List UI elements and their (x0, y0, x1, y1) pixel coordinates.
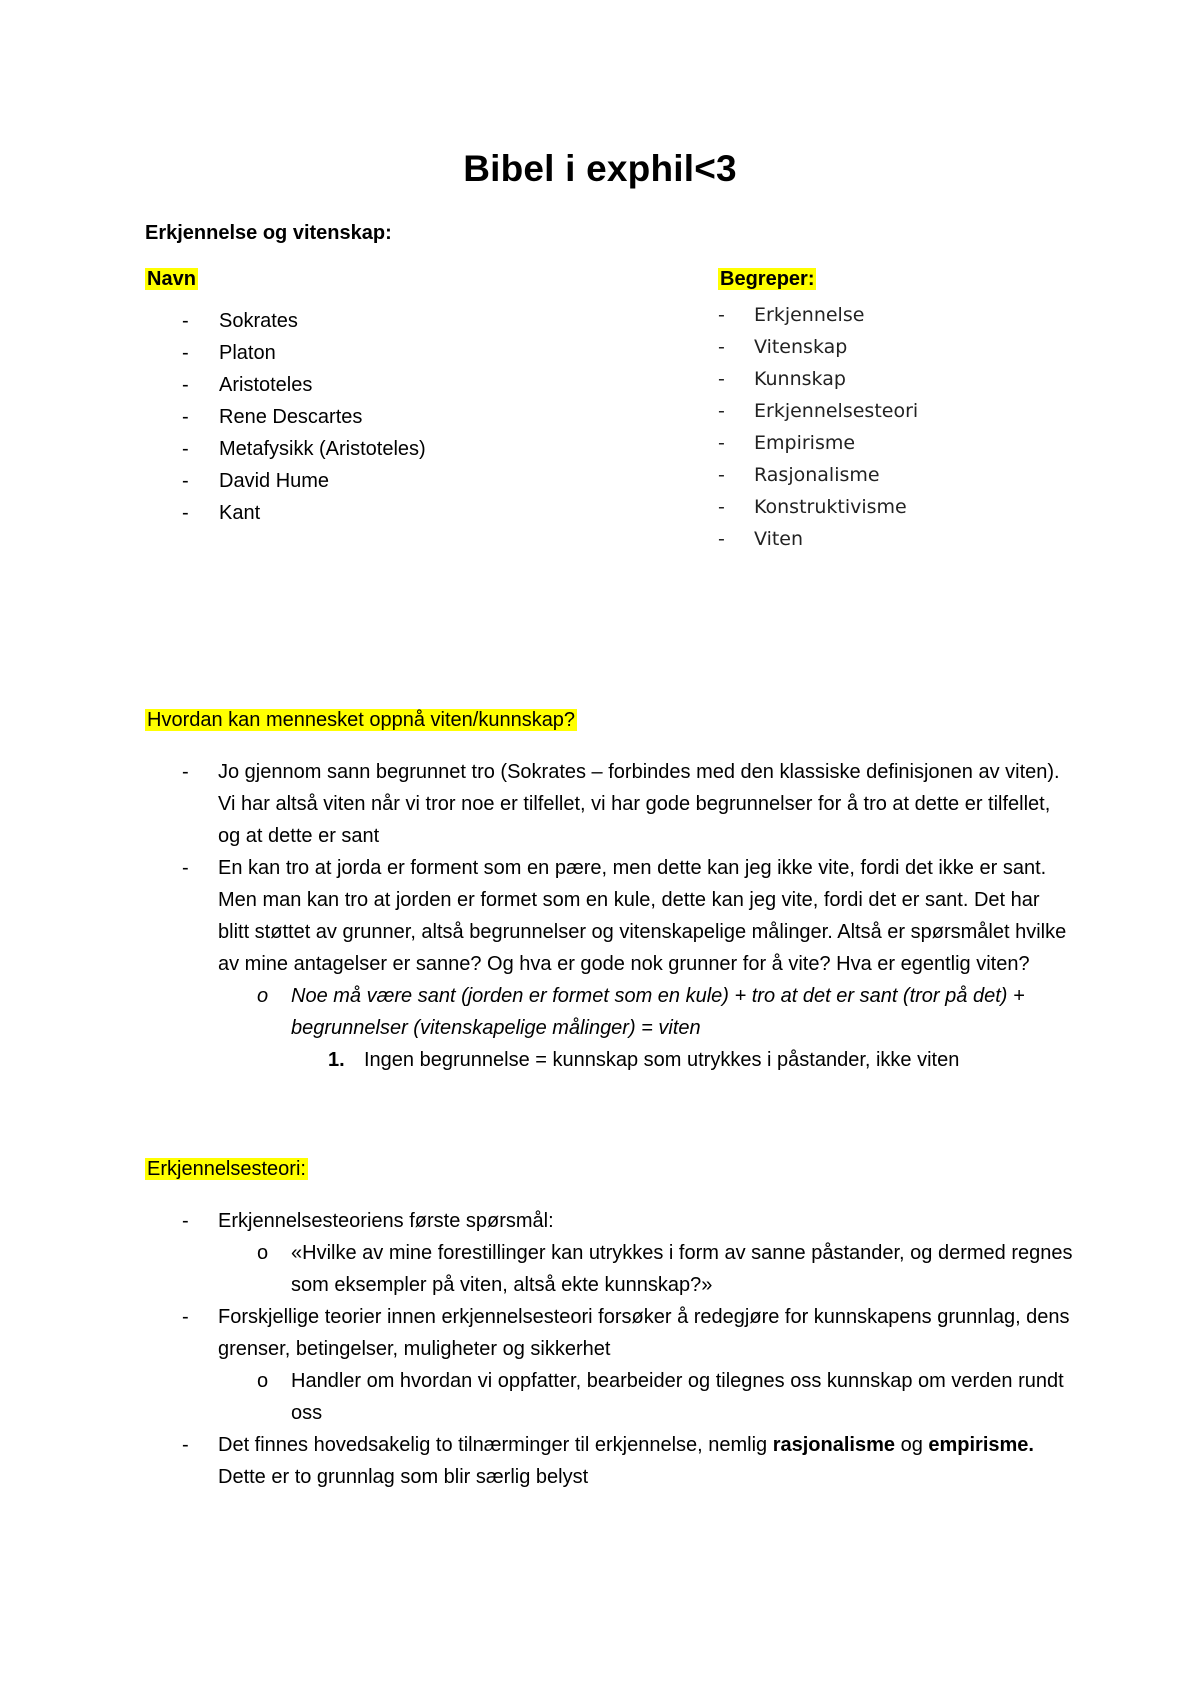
list-item (145, 756, 1075, 852)
paragraph-text: «Hvilke av mine forestillinger kan utrykkes i form av sanne påstander, og dermed regnes som eksempler på viten, altså ekte kunnskap?» (291, 1242, 1073, 1296)
dash-bullet: - (718, 368, 725, 390)
dash-bullet: - (182, 857, 189, 879)
list-item (145, 337, 426, 369)
paragraph-text: Forskjellige teorier innen erkjennelsesteori forsøker å redegjøre for kunnskapens grunnlag, dens grenser, betingelser, muligheter og sikkerhet (218, 1306, 1070, 1360)
list-item (145, 433, 426, 465)
concepts-column (718, 268, 918, 555)
dash-bullet: - (182, 406, 189, 428)
concept-text: Erkjennelsesteori (754, 400, 919, 422)
dash-bullet: - (182, 342, 189, 364)
dash-bullet: - (182, 1306, 189, 1328)
concept-text: Viten (754, 528, 804, 550)
name-text: David Hume (219, 470, 330, 492)
dash-bullet: - (182, 438, 189, 460)
sub-list-item (145, 1237, 1075, 1301)
paragraph-text: Noe må være sant (jorden er formet som en kule) + tro at det er sant (tror på det) + begrunnelser (vitenskapelige målinger) = viten (291, 985, 1025, 1039)
text-run: Det finnes hovedsakelig to tilnærminger til erkjennelse, nemlig (218, 1434, 773, 1456)
list-item (145, 1429, 1075, 1493)
dash-bullet: - (718, 432, 725, 454)
circle-bullet: o (257, 1370, 269, 1392)
name-text: Aristoteles (219, 374, 313, 396)
dash-bullet: - (718, 528, 725, 550)
list-item (718, 427, 918, 459)
bold-term-empirisme: empirisme. (928, 1434, 1034, 1456)
circle-bullet: o (257, 985, 269, 1007)
paragraph-text (218, 1434, 1034, 1488)
list-item (145, 497, 426, 529)
dash-bullet: - (718, 336, 725, 358)
list-item (145, 1205, 1075, 1237)
paragraph-text: Jo gjennom sann begrunnet tro (Sokrates – forbindes med den klassiske definisjonen av viten). Vi har altså viten når vi tror noe er tilfellet, vi har gode begrunnelser for å tro at dette er tilfellet, og at dette er sant (218, 761, 1060, 847)
concept-text: Erkjennelse (754, 304, 865, 326)
list-item (145, 465, 426, 497)
dash-bullet: - (182, 1210, 189, 1232)
number-marker: 1. (328, 1049, 345, 1071)
section-heading-erkjennelsesteori: Erkjennelsesteori: (147, 1158, 306, 1180)
numbered-list-item (145, 1044, 1075, 1076)
dash-bullet: - (182, 374, 189, 396)
list-item (718, 491, 918, 523)
paragraph-text: En kan tro at jorda er forment som en pære, men dette kan jeg ikke vite, fordi det ikke er sant. Men man kan tro at jorden er formet som en kule, dette kan jeg vite, fordi det er sant. Det har blitt støttet av grunner, altså begrunnelser og vitenskapelige målinger. Altså er spørsmålet hvilke av mine antagelser er sanne? Og hva er gode nok grunner for å vite? Hva er egentlig viten? (218, 857, 1067, 975)
names-heading: Navn (147, 268, 196, 290)
concept-text: Empirisme (754, 432, 856, 454)
list-item (145, 852, 1075, 980)
dash-bullet: - (182, 502, 189, 524)
dash-bullet: - (182, 1434, 189, 1456)
circle-bullet: o (257, 1242, 269, 1264)
concepts-heading: Begreper: (720, 268, 815, 290)
dash-bullet: - (182, 470, 189, 492)
bold-term-rasjonalisme: rasjonalisme (772, 1434, 896, 1456)
names-column (145, 268, 426, 529)
concept-text: Konstruktivisme (754, 496, 907, 518)
section-heading-erkjennelse-og-vitenskap: Erkjennelse og vitenskap: (145, 222, 392, 244)
section-heading-viten: Hvordan kan mennesket oppnå viten/kunnskap? (147, 709, 576, 731)
list-item (718, 331, 918, 363)
dash-bullet: - (182, 761, 189, 783)
text-run: Dette er to grunnlag som blir særlig belyst (218, 1466, 589, 1488)
list-item (718, 363, 918, 395)
dash-bullet: - (718, 304, 725, 326)
names-list (145, 305, 426, 529)
name-text: Platon (219, 342, 276, 364)
list-item (718, 299, 918, 331)
name-text: Rene Descartes (219, 406, 363, 428)
list-item (145, 305, 426, 337)
dash-bullet: - (718, 400, 725, 422)
sub-list-item (145, 1365, 1075, 1429)
sub-list-item (145, 980, 1075, 1044)
concepts-list (718, 299, 918, 555)
dash-bullet: - (182, 310, 189, 332)
paragraph-text: Ingen begrunnelse = kunnskap som utrykkes i påstander, ikke viten (364, 1049, 960, 1071)
list-item (145, 369, 426, 401)
name-text: Kant (219, 502, 261, 524)
page-title: Bibel i exphil<3 (463, 148, 737, 189)
list-item (145, 401, 426, 433)
concept-text: Rasjonalisme (754, 464, 880, 486)
concept-text: Vitenskap (754, 336, 848, 358)
paragraph-text: Erkjennelsesteoriens første spørsmål: (218, 1210, 554, 1232)
list-item (718, 395, 918, 427)
concept-text: Kunnskap (754, 368, 846, 390)
paragraph-text: Handler om hvordan vi oppfatter, bearbeider og tilegnes oss kunnskap om verden rundt oss (291, 1370, 1064, 1424)
section-viten (145, 704, 1075, 1076)
text-run: og (895, 1434, 929, 1456)
name-text: Sokrates (219, 310, 298, 332)
section-erkjennelsesteori (145, 1153, 1075, 1493)
dash-bullet: - (718, 496, 725, 518)
list-item (718, 523, 918, 555)
list-item (145, 1301, 1075, 1365)
list-item (718, 459, 918, 491)
name-text: Metafysikk (Aristoteles) (219, 438, 426, 460)
dash-bullet: - (718, 464, 725, 486)
